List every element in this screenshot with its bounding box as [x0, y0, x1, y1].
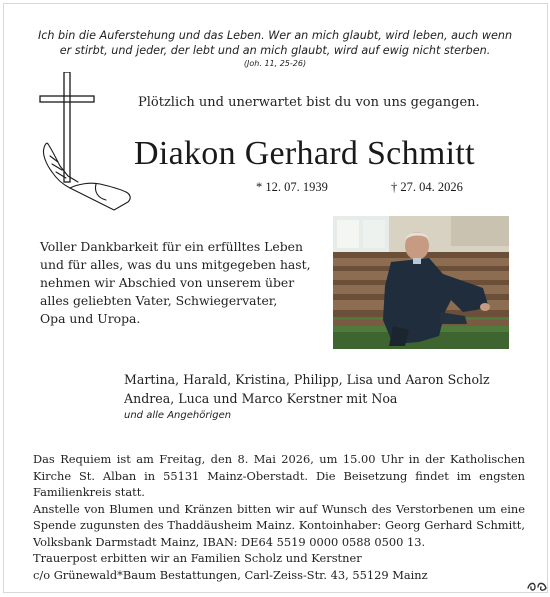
- requiem-text: Das Requiem ist am Freitag, den 8. Mai 2026, um 15.00 Uhr in der Katholischen Kirche St. Alban in 55131 Mainz-Oberstadt. Die Beisetzung findet im engsten Familienkreis statt.: [33, 452, 525, 499]
- mourners-line-1: Martina, Harald, Kristina, Philipp, Lisa und Aaron Scholz: [124, 372, 490, 387]
- gratitude-line: und für alles, was du uns mitgegeben hast,: [40, 257, 311, 272]
- portrait-image: [333, 216, 509, 349]
- gratitude-text: [40, 238, 330, 328]
- gratitude-line: Opa und Uropa.: [40, 311, 141, 326]
- gratitude-line: Voller Dankbarkeit für ein erfülltes Leben: [40, 239, 303, 254]
- relatives-line: und alle Angehörigen: [124, 410, 232, 421]
- praying-hands-icon: [43, 143, 130, 210]
- condolence-address-line-2: c/o Grünewald*Baum Bestattungen, Carl-Zeiss-Str. 43, 55129 Mainz: [33, 567, 428, 582]
- publisher-logo-icon: [526, 578, 548, 592]
- quote-line-2: er stirbt, und jeder, der lebt und an mich glaubt, wird auf ewig nicht sterben.: [59, 44, 491, 57]
- service-information: [33, 451, 525, 583]
- quote-line-1: Ich bin die Auferstehung und das Leben. Wer an mich glaubt, wird leben, auch wenn: [37, 29, 513, 42]
- donation-text: Anstelle von Blumen und Kränzen bitten wir auf Wunsch des Verstorbenen um eine Spende zugunsten des Thaddäusheim Mainz. Kontoinhaber: Georg Gerhard Schmitt, Volksbank Darmstadt Mainz, IBAN: DE64 5519 0000 0588 0500 13.: [33, 501, 525, 549]
- bible-quote: [20, 28, 530, 69]
- birth-date: * 12. 07. 1939: [256, 180, 328, 194]
- condolence-address-line-1: Trauerpost erbitten wir an Familien Scholz und Kerstner: [33, 551, 362, 565]
- mourners-line-2: Andrea, Luca und Marco Kerstner mit Noa: [124, 391, 398, 406]
- portrait-photo: [333, 216, 509, 349]
- intro-text: Plötzlich und unerwartet bist du von uns gegangen.: [138, 95, 480, 110]
- quote-reference: (Joh. 11, 25-26): [243, 59, 307, 68]
- mourners: [124, 370, 490, 424]
- gratitude-line: alles geliebten Vater, Schwiegervater,: [40, 293, 278, 308]
- deceased-name: Diakon Gerhard Schmitt: [134, 135, 475, 172]
- death-date: † 27. 04. 2026: [391, 180, 463, 194]
- gratitude-line: nehmen wir Abschied von unserem über: [40, 275, 295, 290]
